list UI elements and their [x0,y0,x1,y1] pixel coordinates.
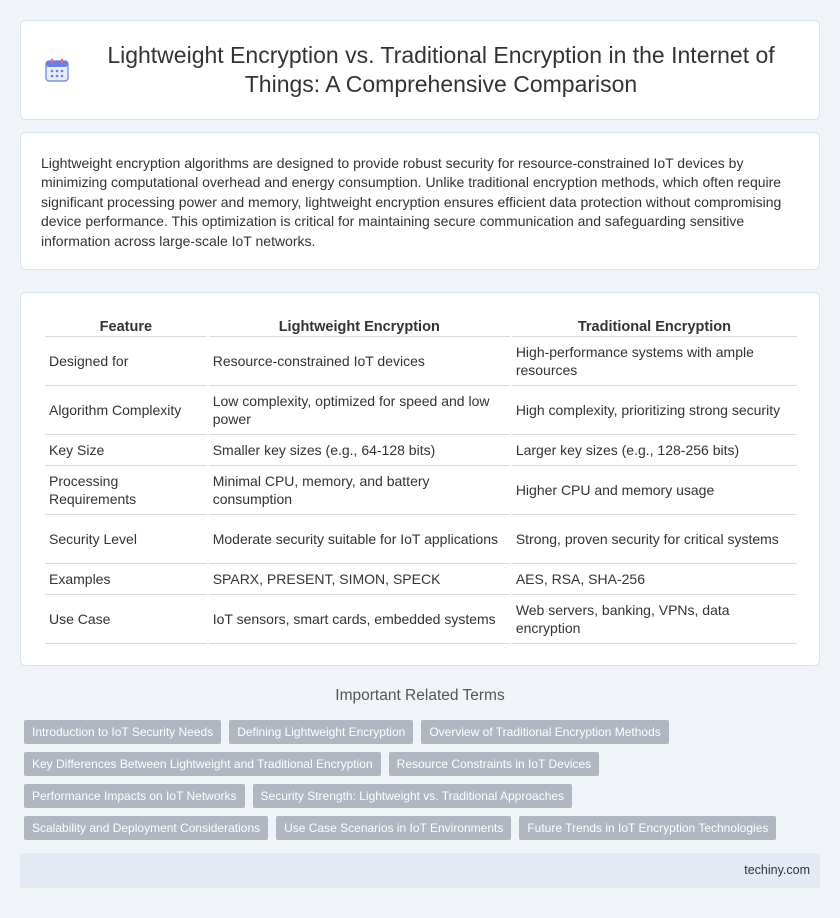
table-row [45,337,797,386]
table-header-row [45,315,797,337]
table-cell: Key Size [45,435,207,466]
footer [20,853,820,888]
table-cell: Algorithm Complexity [45,386,207,435]
table-cell: High-performance systems with ample resources [512,337,797,386]
table-cell: Larger key sizes (e.g., 128-256 bits) [512,435,797,466]
table-cell: Examples [45,564,207,595]
header-feature: Feature [45,315,207,337]
table-row [45,595,797,644]
comparison-table [43,315,799,644]
header-lightweight: Lightweight Encryption [209,315,510,337]
table-cell: Use Case [45,595,207,644]
intro-paragraph: Lightweight encryption algorithms are designed to provide robust security for resource-constrained IoT devices by minimizing computational overhead and energy consumption. Unlike traditional encryption methods, which often require significant processing power and memory, lightweight encryption ensures efficient data protection without compromising device performance. This optimization is critical for maintaining secure communication and safeguarding sensitive information across large-scale IoT networks. [41,155,782,249]
table-row [45,515,797,564]
table-cell: SPARX, PRESENT, SIMON, SPECK [209,564,510,595]
related-term-tag[interactable]: Performance Impacts on IoT Networks [24,784,245,808]
table-cell: AES, RSA, SHA-256 [512,564,797,595]
calendar-icon [43,56,71,84]
table-cell: Higher CPU and memory usage [512,466,797,515]
table-row [45,564,797,595]
related-term-tag[interactable]: Use Case Scenarios in IoT Environments [276,816,511,840]
table-cell: Moderate security suitable for IoT applications [209,515,510,564]
table-row [45,466,797,515]
table-cell: Resource-constrained IoT devices [209,337,510,386]
related-term-tag[interactable]: Scalability and Deployment Considerations [24,816,268,840]
header-traditional: Traditional Encryption [512,315,797,337]
related-term-tag[interactable]: Overview of Traditional Encryption Methods [421,720,668,744]
table-cell: Strong, proven security for critical systems [512,515,797,564]
table-cell: IoT sensors, smart cards, embedded systems [209,595,510,644]
header-card [20,20,820,120]
table-cell: Minimal CPU, memory, and battery consumption [209,466,510,515]
related-term-tag[interactable]: Security Strength: Lightweight vs. Traditional Approaches [253,784,573,808]
related-term-tag[interactable]: Resource Constraints in IoT Devices [389,752,600,776]
table-cell: Low complexity, optimized for speed and low power [209,386,510,435]
intro-card [20,132,820,270]
table-cell: Processing Requirements [45,466,207,515]
table-cell: Security Level [45,515,207,564]
related-terms-list [24,720,816,840]
page-title: Lightweight Encryption vs. Traditional Encryption in the Internet of Things: A Comprehensive Comparison [107,42,775,97]
table-cell: Web servers, banking, VPNs, data encryption [512,595,797,644]
table-cell: Designed for [45,337,207,386]
table-cell: High complexity, prioritizing strong security [512,386,797,435]
related-term-tag[interactable]: Future Trends in IoT Encryption Technologies [519,816,776,840]
related-terms-title: Important Related Terms [335,687,505,704]
comparison-table-card [20,292,820,666]
related-term-tag[interactable]: Key Differences Between Lightweight and Traditional Encryption [24,752,381,776]
table-row [45,435,797,466]
footer-site-link[interactable]: techiny.com [744,863,810,877]
table-row [45,386,797,435]
table-cell: Smaller key sizes (e.g., 64-128 bits) [209,435,510,466]
related-term-tag[interactable]: Defining Lightweight Encryption [229,720,413,744]
related-term-tag[interactable]: Introduction to IoT Security Needs [24,720,221,744]
